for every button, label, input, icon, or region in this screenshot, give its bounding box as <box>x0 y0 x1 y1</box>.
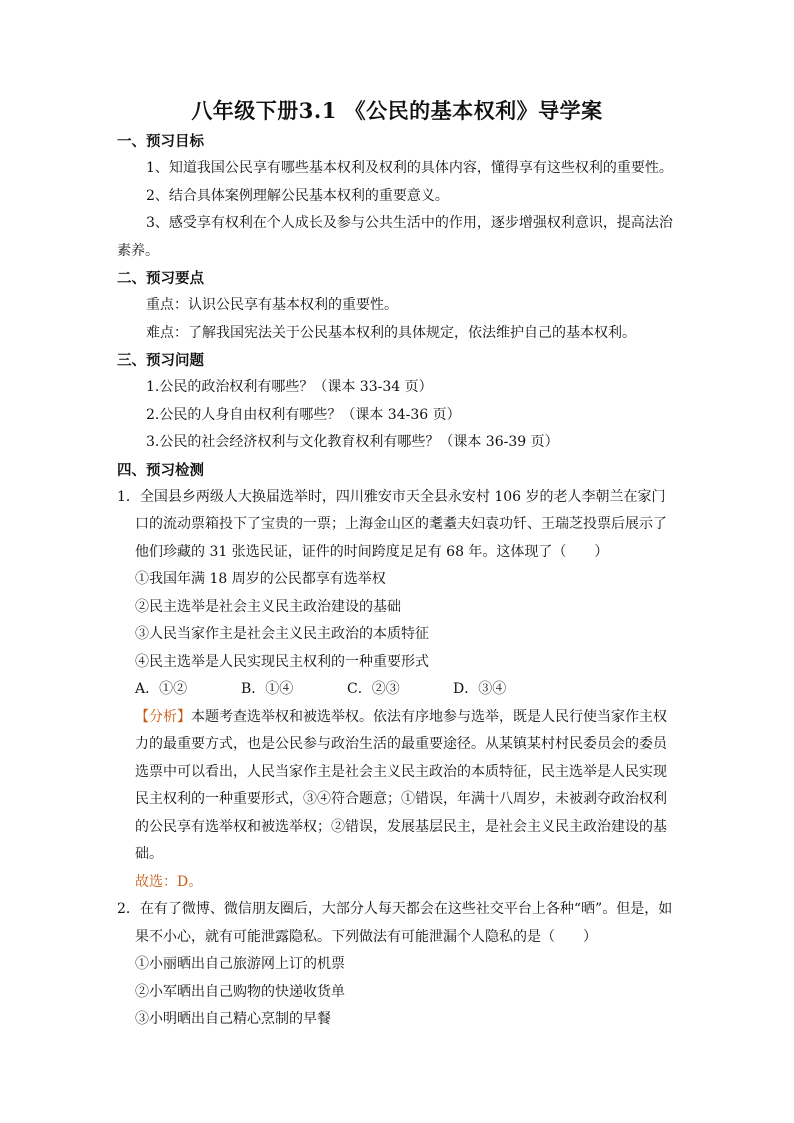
key-point-item: 难点：了解我国宪法关于公民基本权利的具体规定，依法维护自己的基本权利。 <box>146 324 636 341</box>
choice-b: B．①④ <box>241 681 294 697</box>
goal-item: 3、感受享有权利在个人成长及参与公共生活中的作用，逐步增强权利意识，提高法治素养。 <box>117 215 673 259</box>
statement-option: ②民主选举是社会主义民主政治建设的基础 <box>135 598 401 615</box>
preview-question-item: 2.公民的人身自由权利有哪些？（课本 34-36 页） <box>146 406 461 423</box>
question-stem: 2．在有了微博、微信朋友圈后，大部分人每天都会在这些社交平台上各种“晒”。但是，如果不小心，就有可能泄露隐私。下列做法有可能泄漏个人隐私的是（ ） <box>117 901 673 945</box>
section-preview-questions <box>117 347 677 457</box>
document-content <box>117 96 677 1034</box>
section-heading: 二、预习要点 <box>117 270 204 287</box>
question-stem: 1．全国县乡两级人大换届选举时，四川雅安市天全县永安村 106 岁的老人李朝兰在家门口的流动票箱投下了宝贵的一票；上海金山区的耄耋夫妇袁功钎、王瑞芝投票后展示了他们珍藏的 31 张选民证，证件的时间跨度足足有 68 年。这体现了（ ） <box>117 488 667 560</box>
statement-option: ③小明晒出自己精心烹制的早餐 <box>135 1011 331 1027</box>
goal-item: 1、知道我国公民享有哪些基本权利及权利的具体内容，懂得享有这些权利的重要性。 <box>146 160 673 176</box>
analysis-text: 本题考查选举权和被选举权。依法有序地参与选举，既是人民行使当家作主权力的最重要方式，也是公民参与政治生活的最重要途径。从某镇某村村民委员会的委员选票中可以看出，人民当家作主是社会主义民主政治的本质特征，民主选举是人民实现民主权利的一种重要形式，③④符合题意；①错误，年满十八周岁，未被剥夺政治权利的公民享有选举权和被选举权；②错误，发展基层民主，是社会主义民主政治建设的基础。 <box>135 708 667 862</box>
section-preview-goals <box>117 128 677 265</box>
section-heading: 三、预习问题 <box>117 352 204 369</box>
analysis-label: 【分析】 <box>135 708 191 725</box>
question-2 <box>117 896 677 1034</box>
preview-question-item: 3.公民的社会经济权利与文化教育权利有哪些？（课本 36-39 页） <box>146 434 559 450</box>
analysis-block <box>117 704 677 869</box>
statement-option: ③人民当家作主是社会主义民主政治的本质特征 <box>135 626 429 642</box>
statement-option: ④民主选举是人民实现民主权利的一种重要形式 <box>135 653 429 670</box>
section-preview-key-points <box>117 265 677 347</box>
choice-c: C．②③ <box>347 681 400 697</box>
document-title: 八年级下册3.1 《公民的基本权利》导学案 <box>191 98 603 123</box>
goal-item: 2、结合具体案例理解公民基本权利的重要意义。 <box>146 187 449 204</box>
statement-option: ①小丽晒出自己旅游网上订的机票 <box>135 956 345 972</box>
choice-d: D．③④ <box>453 681 507 697</box>
section-preview-test <box>117 457 677 1034</box>
key-point-item: 重点：认识公民享有基本权利的重要性。 <box>146 297 398 313</box>
preview-question-item: 1.公民的政治权利有哪些？（课本 33-34 页） <box>146 379 433 395</box>
statement-option: ②小军晒出自己购物的快递收货单 <box>135 983 345 1000</box>
answer-choices <box>117 676 677 704</box>
section-heading: 四、预习检测 <box>117 461 204 479</box>
choice-a: A．①② <box>135 681 188 697</box>
answer-line: 故选：D。 <box>135 873 203 890</box>
question-1 <box>117 484 677 897</box>
statement-option: ①我国年满 18 周岁的公民都享有选举权 <box>135 571 386 587</box>
section-heading: 一、预习目标 <box>117 133 204 150</box>
